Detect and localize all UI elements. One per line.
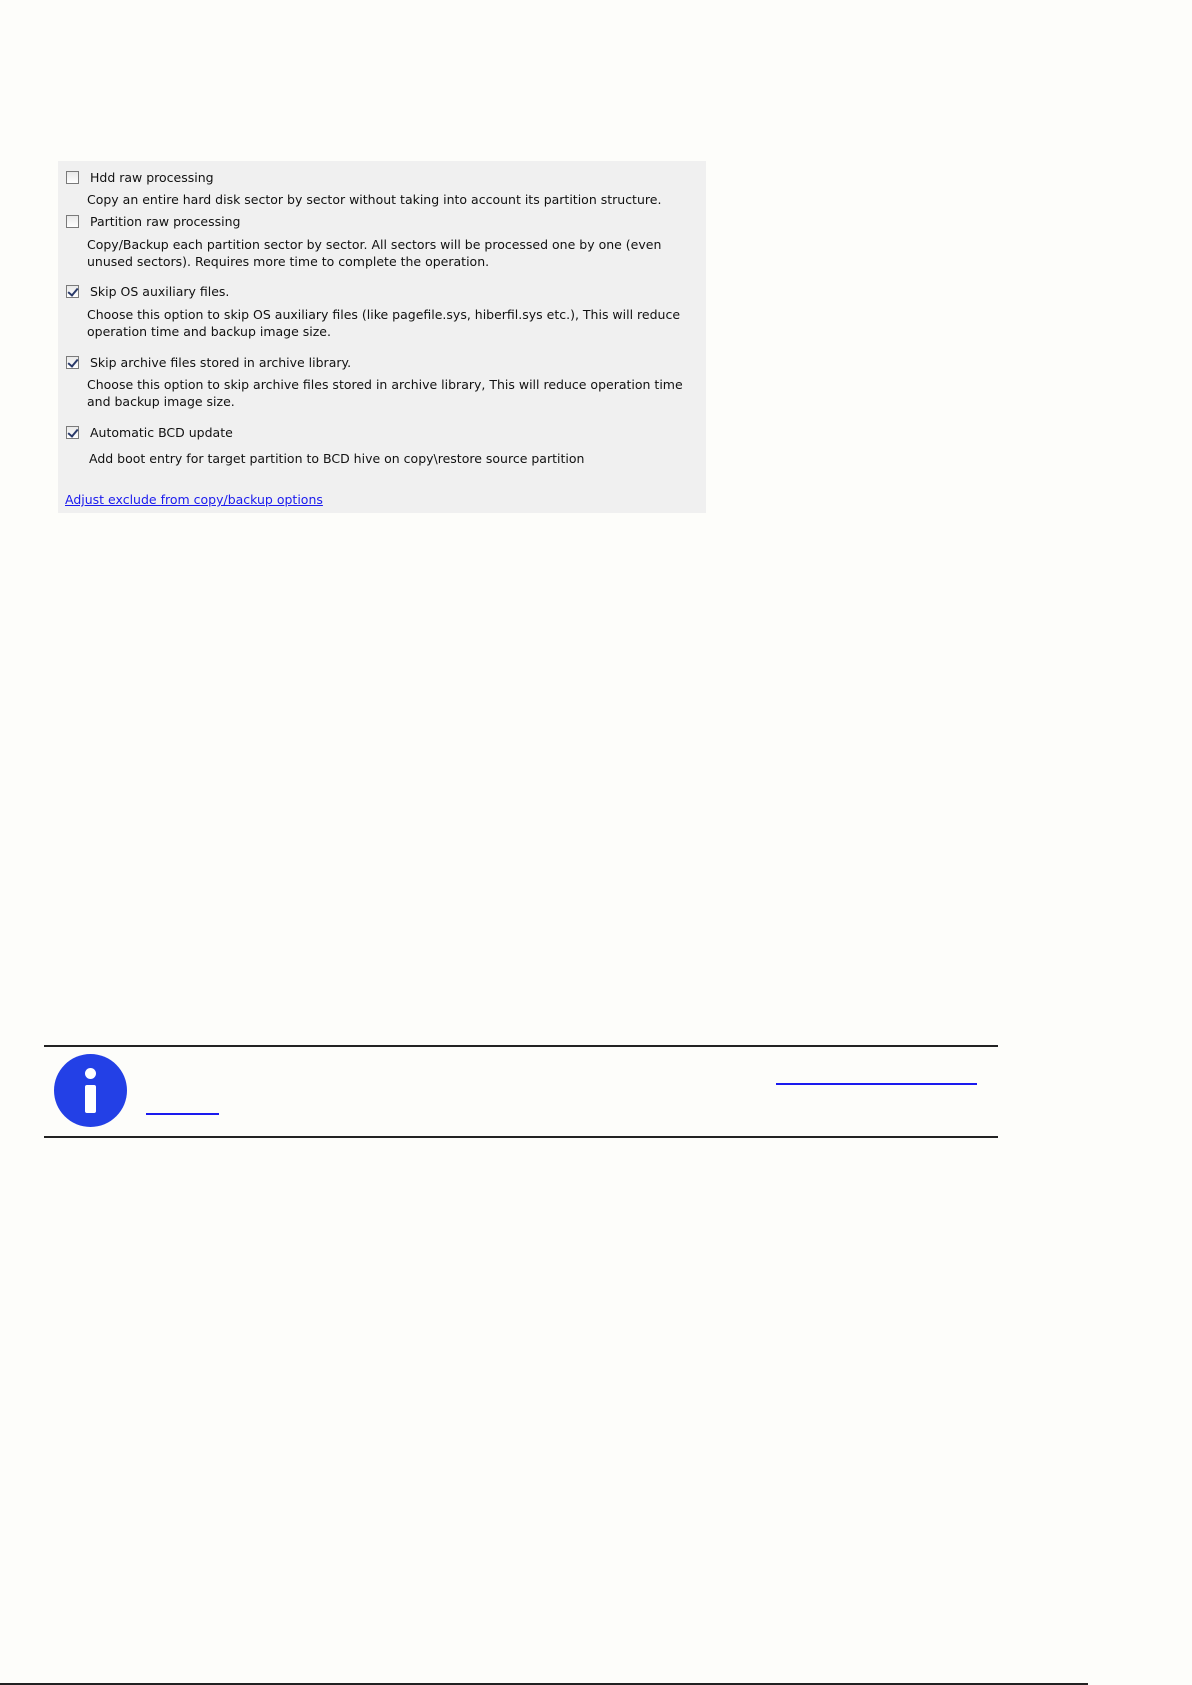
option-description: Choose this option to skip archive files stored in archive library, This will reduce operation time and backup image size. <box>87 377 683 409</box>
skip-archive-files-checkbox[interactable] <box>66 356 79 369</box>
option-label[interactable]: Automatic BCD update <box>90 424 233 440</box>
option-label[interactable]: Skip OS auxiliary files. <box>90 283 230 299</box>
option-description: Choose this option to skip OS auxiliary files (like pagefile.sys, hiberfil.sys etc.), This will reduce operation time and backup image size. <box>87 307 681 339</box>
note-link-underline[interactable] <box>776 1083 977 1085</box>
partition-raw-processing-checkbox[interactable] <box>66 215 79 228</box>
note-top-rule <box>44 1045 998 1047</box>
option-label[interactable]: Skip archive files stored in archive library. <box>90 354 352 370</box>
option-description: Copy an entire hard disk sector by sector without taking into account its partition structure. <box>87 192 662 207</box>
skip-os-auxiliary-files-checkbox[interactable] <box>66 285 79 298</box>
note-bottom-rule <box>44 1136 998 1138</box>
option-description: Copy/Backup each partition sector by sector. All sectors will be processed one by one (even unused sectors). Requires more time to complete the operation. <box>87 237 662 269</box>
info-icon-bar <box>85 1085 96 1113</box>
copy-backup-options-panel <box>58 161 706 513</box>
note-link-underline-continued[interactable] <box>146 1113 219 1115</box>
option-label[interactable]: Partition raw processing <box>90 213 241 229</box>
option-label[interactable]: Hdd raw processing <box>90 169 214 185</box>
info-icon-dot <box>85 1068 96 1079</box>
adjust-exclude-options-link[interactable]: Adjust exclude from copy/backup options <box>65 492 323 507</box>
automatic-bcd-update-checkbox[interactable] <box>66 426 79 439</box>
option-description: Add boot entry for target partition to BCD hive on copy\restore source partition <box>89 451 585 466</box>
hdd-raw-processing-checkbox[interactable] <box>66 171 79 184</box>
info-icon <box>54 1054 127 1127</box>
